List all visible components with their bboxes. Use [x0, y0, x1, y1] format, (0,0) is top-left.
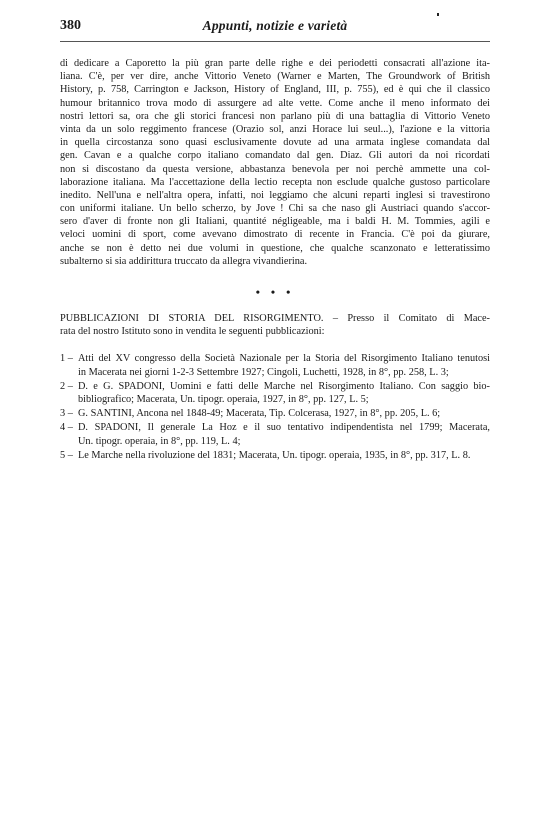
ink-speck	[437, 13, 439, 16]
text-line: sero d'aver di fronte non gli Italiani, quantité négligeable, ma i baldi H. M. Tommies, agili e	[60, 216, 490, 228]
item-line: in Macerata nei giorni 1-2-3 Settembre 1927; Cingoli, Luchetti, 1928, in 8°, pp. 258, L. 3;	[78, 366, 449, 378]
item-text	[78, 407, 490, 420]
running-title: Appunti, notizie e varietà	[202, 18, 348, 33]
text-line: di dedicare a Caporetto la più gran parte delle righe e dei periodetti consacrati all'azione ita-	[60, 58, 490, 69]
item-line: Un. tipogr. operaia, in 8°, pp. 119, L. 4;	[78, 435, 241, 447]
text-line: anche se non è detto nei due volumi in questione, che qualche scanzonato e letteratissimo	[60, 242, 490, 254]
page-body	[60, 57, 490, 463]
text-line: vinta da un solo reggimento francese (Orazio sol, anzi Horace lui seul...), l'azione e la vittoria	[60, 123, 490, 135]
item-text	[78, 449, 490, 462]
item-number: 1 –	[60, 353, 73, 365]
page-number: 380	[60, 18, 81, 33]
publication-item	[60, 407, 490, 420]
item-number: 4 –	[60, 422, 73, 434]
section-separator: • • •	[255, 285, 295, 299]
item-line: Atti del XV congresso della Società Nazionale per la Storia del Risorgimento Italiano tenutosi	[78, 353, 490, 365]
item-text	[78, 421, 490, 447]
publication-item	[60, 449, 490, 462]
header-rule	[60, 41, 490, 42]
item-line: Le Marche nella rivoluzione del 1831; Macerata, Un. tipogr. operaia, 1935, in 8°, pp. 317, L. 8.	[78, 449, 471, 461]
text-line: veloci uomini di sport, come avevano dimostrato di recente in Francia. C'è poi da giurare,	[60, 229, 490, 241]
text-line: liana. C'è, per ver dire, anche Vittorio Veneto (Warner e Marten, The Groundwork of British	[60, 71, 490, 83]
publication-item	[60, 352, 490, 378]
item-text	[78, 352, 490, 378]
text-line: nostri lettori sa, ora che gli storici francesi non parlano più di una battaglia di Vittorio Veneto	[60, 110, 490, 122]
text-line: humour britannico trova modo di assurgere ad alte vette. Come anche il meno informato dei	[60, 97, 490, 109]
text-line: non si discostano da questa versione, abbastanza benevola per noi perchè ammette una col-	[60, 163, 490, 175]
heading-line: PUBBLICAZIONI DI STORIA DEL RISORGIMENTO. – Presso il Comitato di Mace-	[60, 313, 490, 324]
item-line: D. e G. SPADONI, Uomini e fatti delle Marche nel Risorgimento Italiano. Con saggio bio-	[78, 380, 490, 392]
item-number: 2 –	[60, 380, 73, 392]
item-number: 5 –	[60, 449, 73, 461]
paragraph	[60, 57, 490, 268]
publication-item	[60, 380, 490, 406]
item-line: G. SANTINI, Ancona nel 1848-49; Macerata, Tip. Colcerasa, 1927, in 8°, pp. 205, L. 6;	[78, 408, 441, 420]
publication-item	[60, 421, 490, 447]
item-line: bibliografico; Macerata, Un. tipogr. operaia, 1927, in 8°, pp. 127, L. 5;	[78, 393, 369, 405]
publication-list	[60, 352, 490, 462]
page-header	[60, 18, 490, 36]
text-line: gen. Cavan e a qualche corpo italiano comandato dal gen. Diaz. Gli autori da noi ricordati	[60, 150, 490, 162]
item-line: D. SPADONI, Il generale La Hoz e il suo tentativo indipendentista nel 1799; Macerata,	[78, 422, 490, 434]
heading-line: rata del nostro Istituto sono in vendita le seguenti pubblicazioni:	[60, 326, 325, 338]
text-line: History, p. 758, Carrington e Jackson, History of England, III, p. 755), ed è qui che il classico	[60, 84, 490, 96]
item-number: 3 –	[60, 408, 73, 420]
item-text	[78, 380, 490, 406]
text-line: inedito. Nell'una e nell'altra opera, infatti, noi leggiamo che alcuni reparti inglesi si travestirono	[60, 189, 490, 201]
text-line: subalterno si sia addirittura truccato da allegra vivandierina.	[60, 255, 308, 267]
section-heading	[60, 312, 490, 338]
text-line: laborazione italiana. Ma l'accettazione della lectio recepta non esclude qualche gustoso particolare	[60, 176, 490, 188]
text-line: in quella circostanza sono quasi esclusivamente dovute ad una armata inglese comandata dal	[60, 137, 490, 149]
text-line: con uniformi italiane. Un bello scherzo, by Jove ! Chi sa che naso gli Austriaci quando s'accor-	[60, 203, 490, 215]
